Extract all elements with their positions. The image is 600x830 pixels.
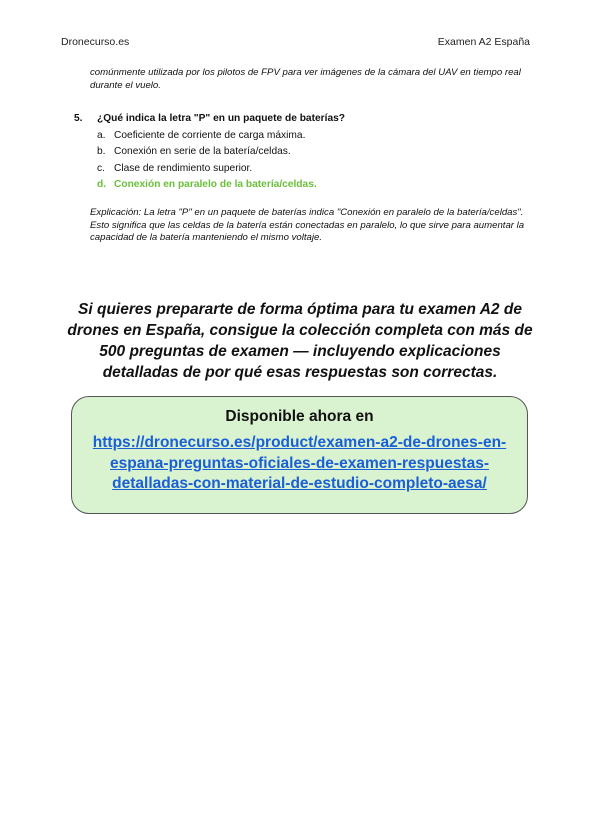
option-text: Clase de rendimiento superior.: [114, 162, 253, 174]
header-site-name: Dronecurso.es: [61, 36, 130, 48]
option-letter: d.: [97, 178, 107, 190]
option-d-correct: [97, 177, 544, 193]
option-letter: a.: [97, 130, 106, 141]
option-text: Conexión en paralelo de la batería/celdas.: [114, 178, 317, 190]
question-title: [74, 112, 544, 126]
question-text: ¿Qué indica la letra "P" en un paquete de baterías?: [97, 113, 345, 124]
explanation-text: Explicación: La letra "P" en un paquete de baterías indica "Conexión en paralelo de la batería/celdas". Esto significa que las celdas de la batería están conectadas en paralelo, lo que sirve para aumentar la capacidad de la batería manteniendo el mismo voltaje.: [90, 207, 525, 243]
question-number: 5.: [74, 113, 83, 124]
option-letter: b.: [97, 146, 106, 158]
question-block: [74, 112, 544, 193]
option-a: [97, 128, 544, 144]
cta-box: [71, 396, 528, 514]
option-b: [97, 144, 544, 160]
continued-explanation: comúnmente utilizada por los pilotos de FPV para ver imágenes de la cámara del UAV en tiempo real durante el vuelo.: [90, 67, 521, 91]
promo-text: Si quieres prepararte de forma óptima para tu examen A2 de drones en España, consigue la colección completa con más de 500 preguntas de examen — incluyendo explicaciones detalladas de por qué esas respuestas son correctas.: [67, 301, 533, 381]
cta-title: Disponible ahora en: [225, 408, 374, 425]
options-list: [97, 128, 544, 193]
option-text: Coeficiente de corriente de carga máxima.: [114, 130, 306, 141]
option-letter: c.: [97, 162, 105, 174]
header-doc-title: Examen A2 España: [437, 36, 530, 48]
option-text: Conexión en serie de la batería/celdas.: [114, 146, 291, 158]
product-link[interactable]: https://dronecurso.es/product/examen-a2-de-drones-en-espana-preguntas-oficiales-de-examen-respuestas-detalladas-con-material-de-estudio-completo-aesa/: [92, 434, 507, 492]
option-c: [97, 161, 544, 177]
